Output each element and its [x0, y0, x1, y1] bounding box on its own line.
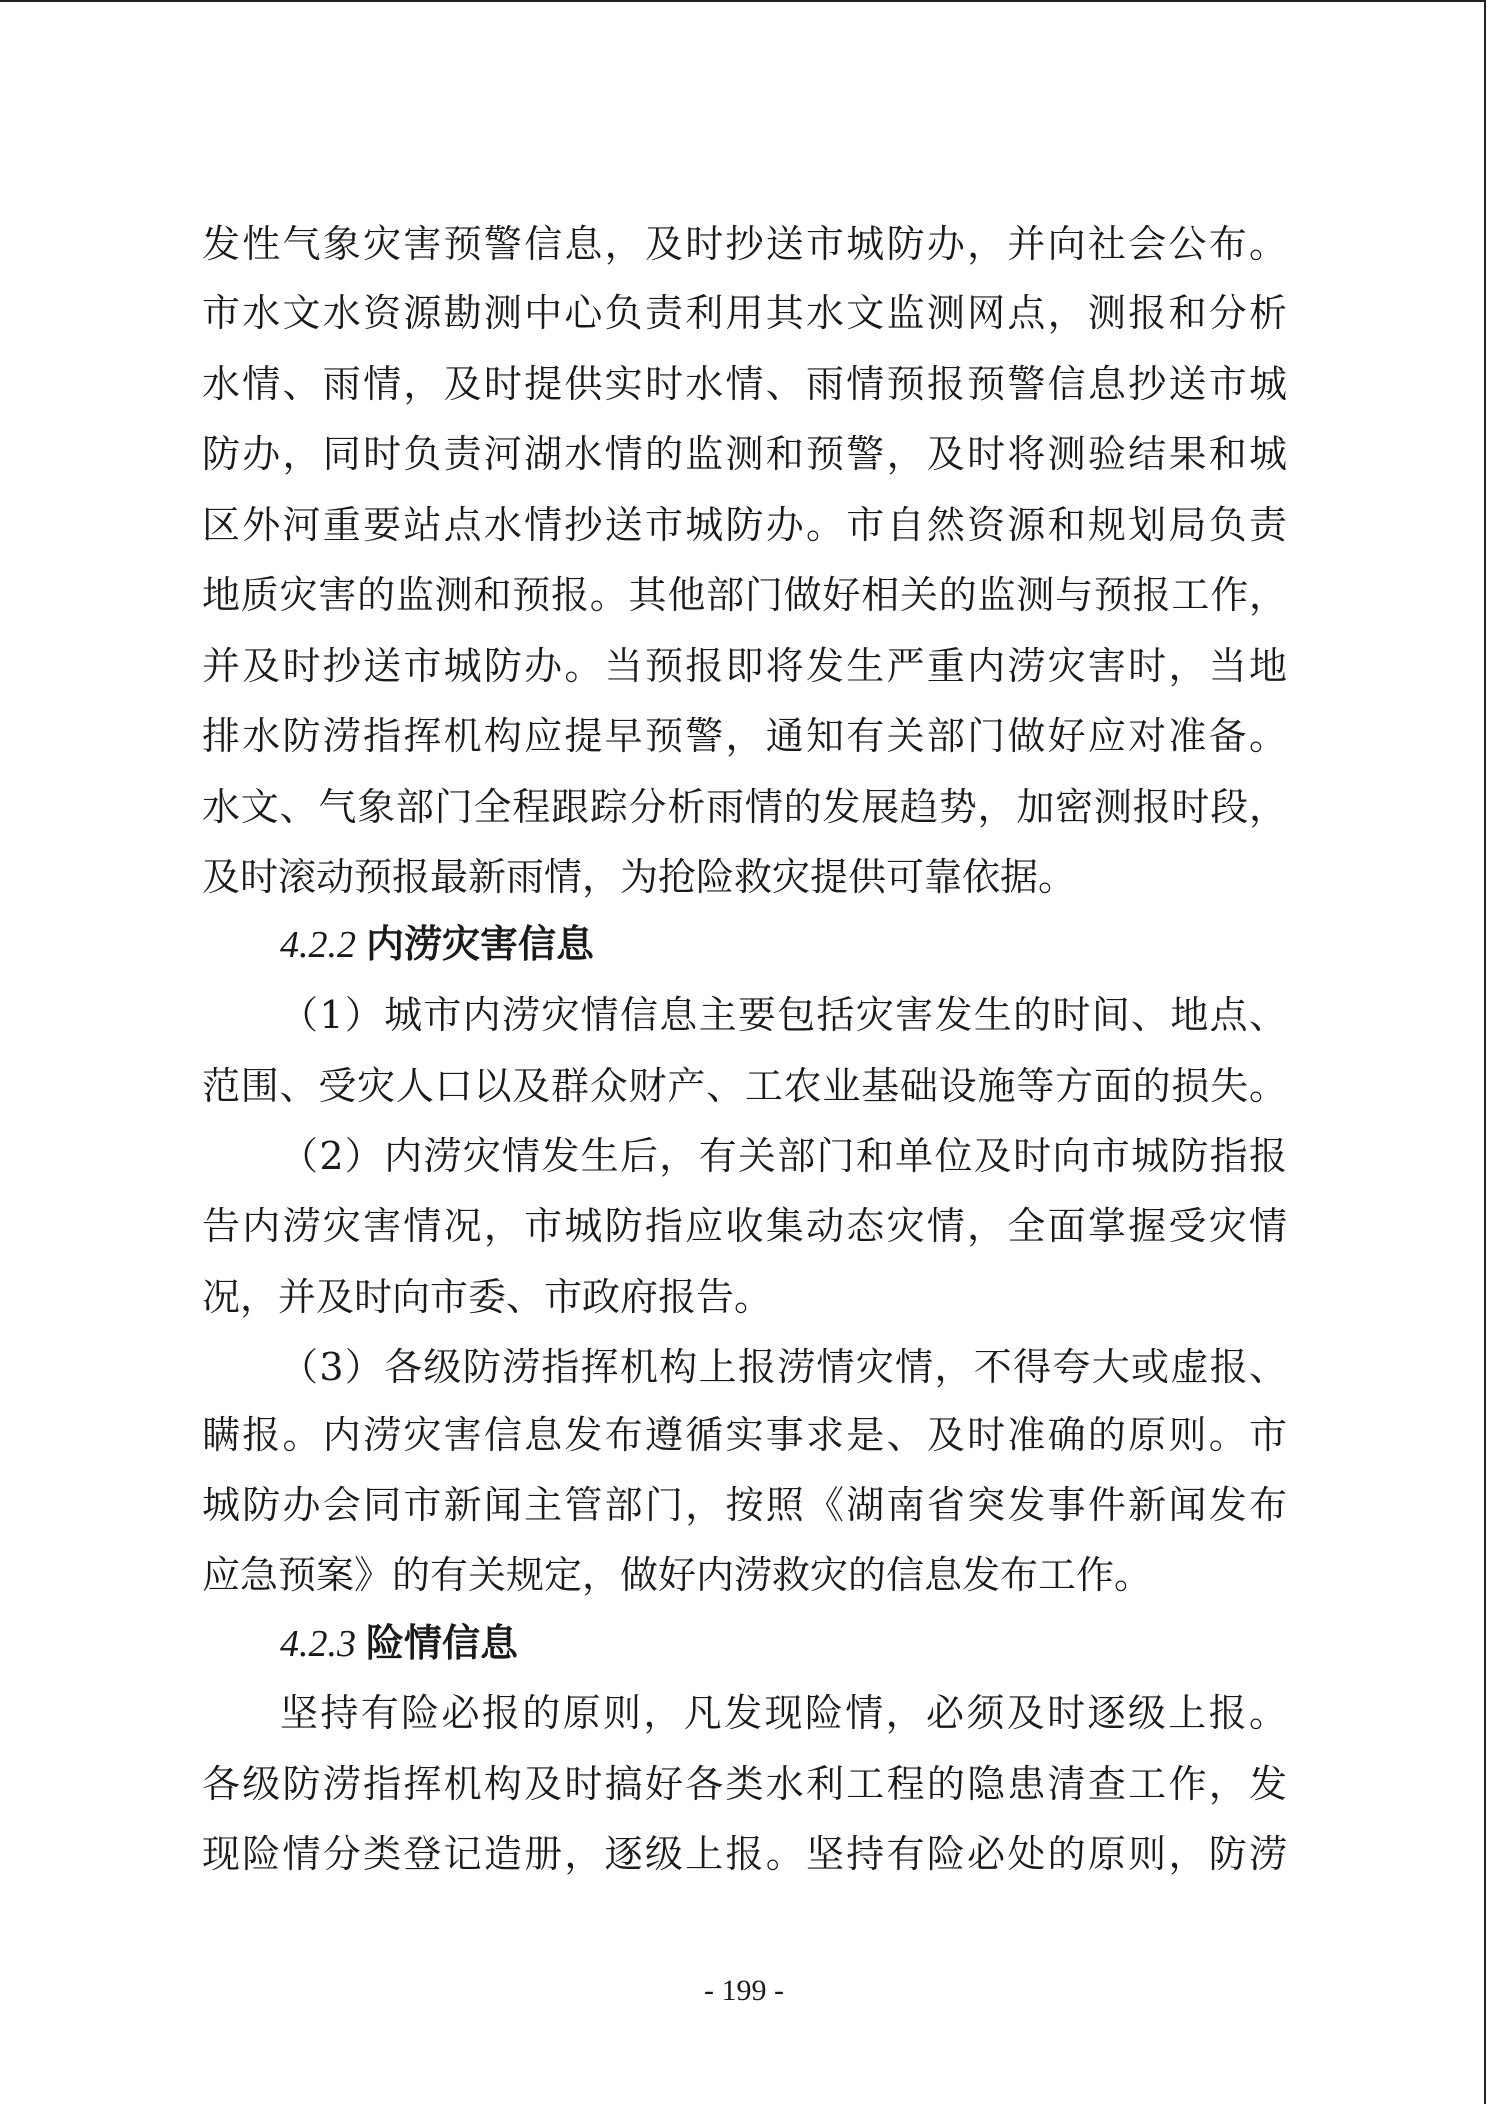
section-number: 4.2.2 [280, 924, 356, 966]
text-line: 水情、雨情，及时提供实时水情、雨情预报预警信息抄送市城 [202, 362, 1287, 406]
section-title: 险情信息 [366, 1620, 519, 1665]
text-line: 现险情分类登记造册，逐级上报。坚持有险必处的原则，防涝 [202, 1832, 1287, 1876]
text-line: 范围、受灾人口以及群众财产、工农业基础设施等方面的损失。 [202, 1064, 1287, 1108]
text-line: 排水防涝指挥机构应提早预警，通知有关部门做好应对准备。 [202, 714, 1287, 758]
text-line: 并及时抄送市城防办。当预报即将发生严重内涝灾害时，当地 [202, 644, 1287, 688]
text-line: 区外河重要站点水情抄送市城防办。市自然资源和规划局负责 [202, 503, 1287, 547]
text-line: 市水文水资源勘测中心负责利用其水文监测网点，测报和分析 [202, 291, 1287, 335]
text-line: （1）城市内涝灾情信息主要包括灾害发生的时间、地点、 [280, 993, 1287, 1037]
page-number: - 199 - [704, 1974, 784, 2007]
section-number: 4.2.3 [280, 1623, 356, 1665]
text-line: 城防办会同市新闻主管部门，按照《湖南省突发事件新闻发布 [202, 1483, 1287, 1527]
text-line: 水文、气象部门全程跟踪分析雨情的发展趋势，加密测报时段， [202, 785, 1287, 829]
text-line: 瞒报。内涝灾害信息发布遵循实事求是、及时准确的原则。市 [202, 1413, 1287, 1457]
text-line: （2）内涝灾情发生后，有关部门和单位及时向市城防指报 [280, 1134, 1287, 1178]
text-line: 各级防涝指挥机构及时搞好各类水利工程的隐患清查工作，发 [202, 1762, 1287, 1806]
text-line: 及时滚动预报最新雨情，为抢险救灾提供可靠依据。 [202, 855, 1077, 899]
text-line: （3）各级防涝指挥机构上报涝情灾情，不得夸大或虚报、 [280, 1345, 1287, 1389]
text-line: 地质灾害的监测和预报。其他部门做好相关的监测与预报工作， [202, 573, 1287, 617]
text-line: 应急预案》的有关规定，做好内涝救灾的信息发布工作。 [202, 1553, 1153, 1597]
section-heading-4-2-2 [280, 916, 594, 972]
section-title: 内涝灾害信息 [366, 921, 595, 966]
text-line: 发性气象灾害预警信息，及时抄送市城防办，并向社会公布。 [202, 222, 1287, 266]
text-line: 坚持有险必报的原则，凡发现险情，必须及时逐级上报。 [280, 1691, 1287, 1735]
text-line: 告内涝灾害情况，市城防指应收集动态灾情，全面掌握受灾情 [202, 1204, 1287, 1248]
text-line: 防办，同时负责河湖水情的监测和预警，及时将测验结果和城 [202, 432, 1287, 476]
text-line: 况，并及时向市委、市政府报告。 [202, 1275, 773, 1319]
section-heading-4-2-3 [280, 1615, 518, 1671]
